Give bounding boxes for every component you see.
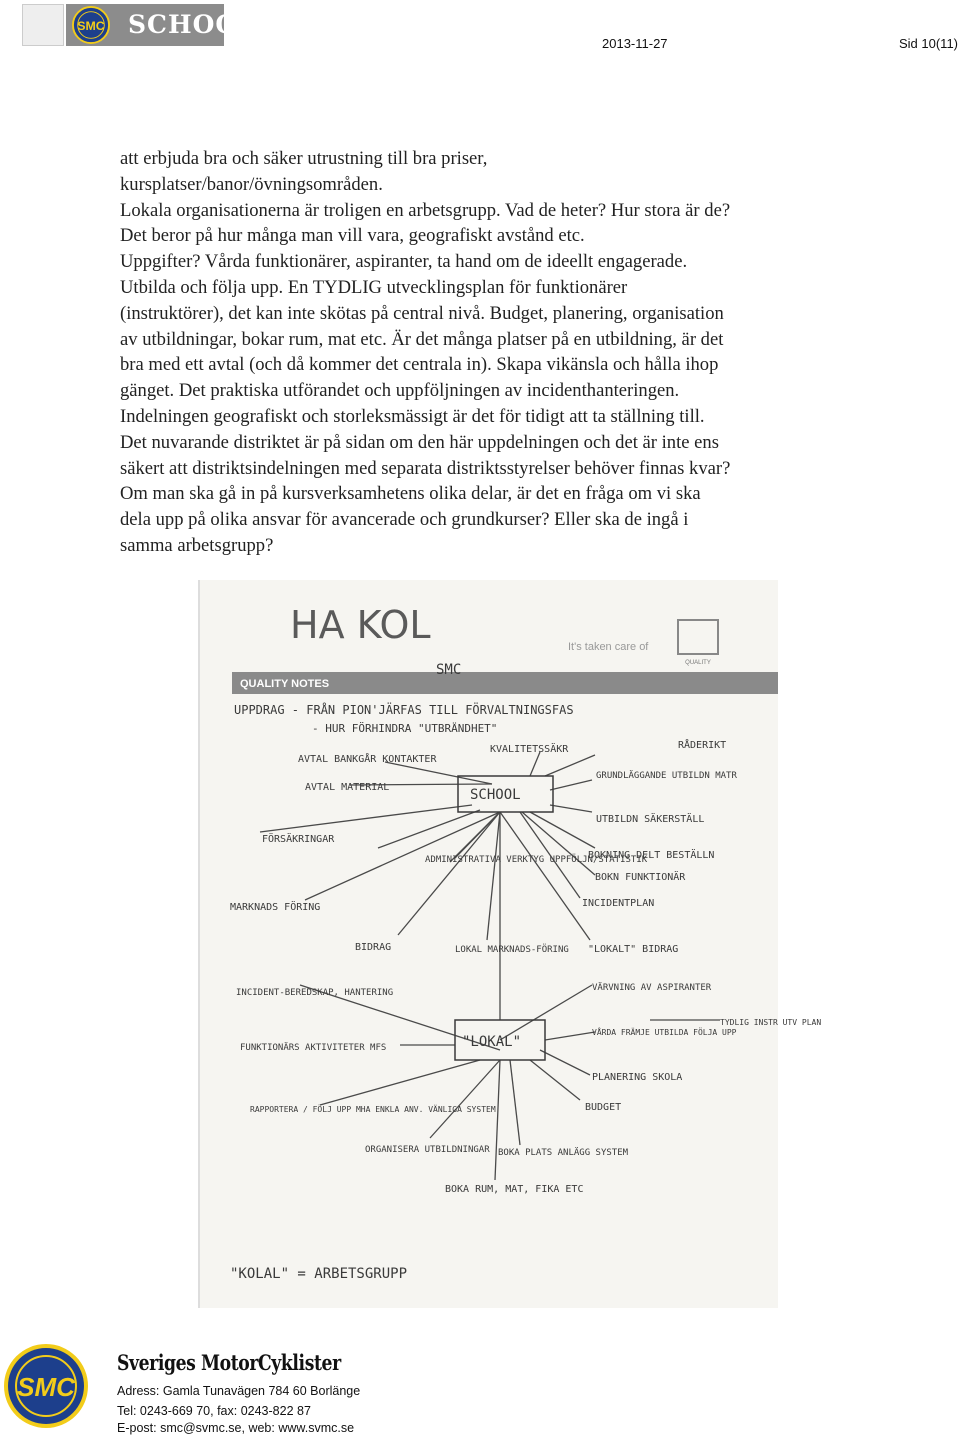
body-line: (instruktörer), det kan inte skötas på central nivå. Budget, planering, organisation — [120, 302, 724, 324]
smc-footer-emblem-icon — [2, 1342, 90, 1430]
node-lokal-bidrag: "LOKALT" BIDRAG — [588, 944, 679, 955]
body-line: säkert att distriktsindelningen med separata distriktsstyrelser behöver finnas kvar? — [120, 457, 731, 479]
school-node-label: SCHOOL — [470, 787, 521, 803]
logo-square — [22, 4, 64, 46]
body-line: Utbilda och följa upp. En TYDLIG utvecklingsplan för funktionärer — [120, 276, 628, 298]
emblem-text: SMC — [77, 18, 105, 33]
node-planering: PLANERING SKOLA — [592, 1072, 683, 1083]
body-line: samma arbetsgrupp? — [120, 534, 274, 556]
node-rapportera: RAPPORTERA / FÖLJ UPP MHA ENKLA ANV. VÄNLIGA SYSTEM — [250, 1105, 496, 1114]
node-radeskr: RÅDERIKT — [678, 740, 727, 751]
body-line: dela upp på olika ansvar för avancerade och grundkurser? Eller ska de ingå i — [120, 509, 689, 531]
body-line: att erbjuda bra och säker utrustning till bra priser, — [120, 148, 488, 169]
tagline: It's taken care of — [568, 641, 649, 653]
node-boka-rum: BOKA RUM, MAT, FIKA ETC — [445, 1184, 584, 1195]
node-varvning: VÄRVNING AV ASPIRANTER — [592, 983, 712, 993]
body-line: bra med ett avtal (och då kommer det centrala in). Skapa vikänsla och hålla ihop — [120, 354, 719, 376]
node-avtal-bank: AVTAL BANKGÅR KONTAKTER — [298, 754, 437, 765]
sketch-subtitle: SMC — [436, 662, 462, 678]
node-utbildn: UTBILDN SÄKERSTÄLL — [596, 814, 705, 825]
school-logo — [22, 4, 257, 46]
node-boen: BOKN FUNKTIONÄR — [595, 872, 686, 883]
node-boka: BOKA PLATS ANLÄGG SYSTEM — [498, 1148, 629, 1158]
page-number: Sid 10(11) — [898, 36, 958, 51]
node-admin: ADMINISTRATIVA VERKTYG UPPFÖLJN/STATISTIK — [425, 855, 648, 865]
body-line: Indelningen geografiskt och storleksmässigt är det för tidigt att ta ställning till. — [120, 405, 705, 427]
node-kvalitet: KVALITETSSÄKR — [490, 744, 569, 755]
mindmap-photo — [198, 580, 822, 1308]
node-lokal-marknad: LOKAL MARKNADS-FÖRING — [455, 945, 569, 955]
top-line-2: - HUR FÖRHINDRA "UTBRÄNDHET" — [312, 722, 498, 735]
body-line: Uppgifter? Vårda funktionärer, aspiranter, ta hand om de ideellt engagerade. — [120, 251, 688, 273]
sketch-title: HA KOL — [290, 603, 431, 647]
body-line: Det beror på hur många man vill vara, geografiskt avstånd etc. — [120, 225, 585, 247]
node-forsakring: FÖRSÄKRINGAR — [262, 834, 335, 845]
node-marknads: MARKNADS FÖRING — [230, 902, 321, 913]
node-budget: BUDGET — [585, 1102, 622, 1113]
org-phone: Tel: 0243-669 70, fax: 0243-822 87 — [117, 1404, 311, 1418]
lokal-node-label: "LOKAL" — [462, 1034, 522, 1050]
node-bidrag: BIDRAG — [355, 942, 392, 953]
body-line: kursplatser/banor/övningsområden. — [120, 173, 383, 195]
node-incident: INCIDENT-BEREDSKAP, HANTERING — [236, 988, 394, 998]
org-name: Sveriges MotorCyklister — [117, 1350, 341, 1375]
node-organisera: ORGANISERA UTBILDNINGAR — [365, 1145, 490, 1155]
org-address: Adress: Gamla Tunavägen 784 60 Borlänge — [117, 1384, 361, 1398]
brand: QUALITY — [685, 660, 711, 666]
body-line: gänget. Det praktiska utförandet och uppföljningen av incidenthanteringen. — [120, 380, 680, 402]
body-line: Lokala organisationerna är troligen en arbetsgrupp. Vad de heter? Hur stora är de? — [120, 199, 731, 221]
body-line: av utbildningar, bokar rum, mat etc. Är det många platser på en utbildning, är det — [120, 328, 724, 350]
body-text — [120, 146, 860, 559]
node-bokning: BOKNING DELT BESTÄLLN — [588, 850, 715, 861]
top-line-1: UPPDRAG - FRÅN PION'JÄRFAS TILL FÖRVALTNINGSFAS — [234, 703, 574, 717]
org-email: E-post: smc@svmc.se, web: www.svmc.se — [117, 1421, 355, 1435]
mindmap-sketch — [200, 580, 822, 1308]
node-funktionars: FUNKTIONÄRS AKTIVITETER MFS — [240, 1043, 387, 1053]
node-avtal-mat: AVTAL MATERIAL — [305, 782, 390, 793]
node-tydlig: TYDLIG INSTR UTV PLAN — [720, 1018, 822, 1027]
sketch-footer: "KOLAL" = ARBETSGRUPP — [230, 1266, 408, 1282]
body-line: Det nuvarande distriktet är på sidan om den här uppdelningen och det är inte ens — [120, 431, 719, 453]
node-incident-plan: INCIDENTPLAN — [582, 898, 655, 909]
node-grund: GRUNDLÄGGANDE UTBILDN MATR — [596, 771, 737, 781]
body-line: Om man ska gå in på kursverksamhetens olika delar, är det en fråga om vi ska — [120, 483, 701, 505]
footer-emblem-text: SMC — [17, 1372, 75, 1402]
notes-label: QUALITY NOTES — [240, 678, 330, 690]
header-date: 2013-11-27 — [602, 36, 668, 51]
node-varda: VÅRDA FRÄMJE UTBILDA FÖLJA UPP — [592, 1028, 737, 1037]
logo-band — [66, 4, 257, 46]
smc-emblem-icon — [72, 6, 110, 44]
logo-word: SCHOOL — [128, 10, 257, 39]
